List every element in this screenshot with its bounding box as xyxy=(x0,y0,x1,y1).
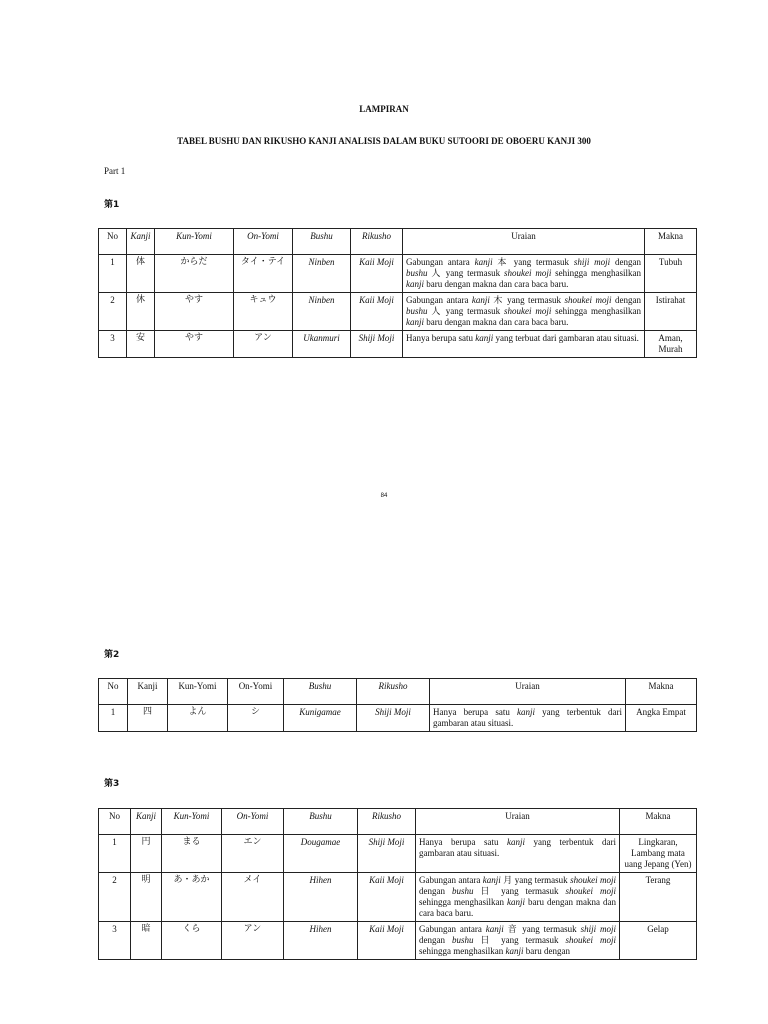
column-header: No xyxy=(99,229,127,255)
uraian-text: bushu xyxy=(451,886,474,896)
uraian-text: bushu xyxy=(406,306,428,316)
uraian-text: Gabungan antara xyxy=(406,295,472,305)
uraian-text: baru dengan makna dan cara baca baru. xyxy=(419,897,616,918)
bushu-cell: Ninben xyxy=(293,255,351,293)
uraian-text: kanji xyxy=(505,946,524,956)
uraian-text: 人 yang termasuk xyxy=(427,306,504,316)
uraian-text: kanji xyxy=(507,837,525,847)
uraian-text: shoukei moji xyxy=(503,306,552,316)
uraian-text: Gabungan antara xyxy=(406,257,475,267)
uraian-text: Gabungan antara xyxy=(419,875,483,885)
uraian-text: Hanya berupa satu xyxy=(433,707,517,717)
column-header: Makna xyxy=(626,679,697,705)
on-yomi-cell: タイ・テイ xyxy=(234,255,293,293)
row-number: 1 xyxy=(99,705,128,732)
rikusho-cell: Shiji Moji xyxy=(357,705,430,732)
uraian-text: kanji xyxy=(474,257,493,267)
uraian-text: kanji xyxy=(406,279,424,289)
uraian-text: sehingga menghasilkan xyxy=(419,946,506,956)
bushu-cell: Hihen xyxy=(284,873,358,922)
uraian-text: yang terbentuk dari gambaran atau situasi. xyxy=(419,837,616,858)
table-header-row xyxy=(99,809,697,835)
document-heading: LAMPIRAN xyxy=(359,104,409,114)
uraian-text: 音 yang termasuk xyxy=(503,924,581,934)
table-body xyxy=(99,679,697,732)
uraian-text: 人 yang termasuk xyxy=(427,268,504,278)
makna-cell: Terang xyxy=(620,873,697,922)
uraian-text: shoukei moji xyxy=(565,935,616,945)
uraian-text: 日 yang termasuk xyxy=(473,935,566,945)
kun-yomi-cell: あ・あか xyxy=(162,873,222,922)
kanji-cell: 円 xyxy=(131,835,162,873)
uraian-text: bushu xyxy=(406,268,428,278)
makna-cell: Aman, Murah xyxy=(645,331,697,358)
makna-cell: Istirahat xyxy=(645,293,697,331)
section-label: 第3 xyxy=(104,779,120,789)
row-number: 1 xyxy=(99,835,131,873)
column-header: No xyxy=(99,679,128,705)
bushu-cell: Hihen xyxy=(284,922,358,960)
table-header-row xyxy=(99,229,697,255)
table-row xyxy=(99,293,697,331)
on-yomi-cell: エン xyxy=(222,835,284,873)
table-row xyxy=(99,331,697,358)
uraian-text: kanji xyxy=(507,897,525,907)
kanji-table-2 xyxy=(98,678,697,732)
row-number: 2 xyxy=(99,293,127,331)
table-row xyxy=(99,835,697,873)
uraian-text: Hanya berupa satu xyxy=(419,837,507,847)
table-row xyxy=(99,873,697,922)
column-header: Kanji xyxy=(131,809,162,835)
bushu-cell: Kunigamae xyxy=(284,705,357,732)
column-header: Kanji xyxy=(127,229,155,255)
uraian-text: sehingga menghasilkan xyxy=(551,268,641,278)
uraian-cell xyxy=(430,705,626,732)
bushu-cell: Ukanmuri xyxy=(293,331,351,358)
uraian-text: shoukei moji xyxy=(503,268,552,278)
kanji-cell: 体 xyxy=(127,255,155,293)
uraian-text: baru dengan makna dan cara baca baru. xyxy=(424,279,569,289)
on-yomi-cell: アン xyxy=(222,922,284,960)
table-row xyxy=(99,705,697,732)
kanji-cell: 暗 xyxy=(131,922,162,960)
kanji-cell: 安 xyxy=(127,331,155,358)
uraian-text: shiji moji xyxy=(580,924,616,934)
rikusho-cell: Kaii Moji xyxy=(358,873,416,922)
uraian-cell xyxy=(416,922,620,960)
kun-yomi-cell: やす xyxy=(155,293,234,331)
rikusho-cell: Kaii Moji xyxy=(351,255,403,293)
uraian-cell xyxy=(416,835,620,873)
column-header: Kanji xyxy=(128,679,168,705)
kanji-cell: 休 xyxy=(127,293,155,331)
row-number: 3 xyxy=(99,331,127,358)
column-header: Uraian xyxy=(416,809,620,835)
column-header: Makna xyxy=(645,229,697,255)
uraian-text: 日 yang termasuk xyxy=(473,886,566,896)
uraian-text: shiji moji xyxy=(573,257,611,267)
uraian-text: 木 yang termasuk xyxy=(489,295,565,305)
page-number: 84 xyxy=(380,493,388,499)
uraian-text: kanji xyxy=(475,333,494,343)
rikusho-cell: Kaii Moji xyxy=(358,922,416,960)
uraian-text: Gabungan antara xyxy=(419,924,486,934)
uraian-cell xyxy=(416,873,620,922)
uraian-text: bushu xyxy=(451,935,474,945)
column-header: Bushu xyxy=(284,809,358,835)
column-header: Bushu xyxy=(284,679,357,705)
uraian-text: 月 yang termasuk xyxy=(500,875,571,885)
uraian-text: kanji xyxy=(471,295,490,305)
kun-yomi-cell: からだ xyxy=(155,255,234,293)
column-header: Kun-Yomi xyxy=(168,679,228,705)
row-number: 1 xyxy=(99,255,127,293)
on-yomi-cell: メイ xyxy=(222,873,284,922)
uraian-text: kanji xyxy=(482,875,501,885)
part-label: Part 1 xyxy=(104,166,126,176)
kun-yomi-cell: くら xyxy=(162,922,222,960)
table-row xyxy=(99,922,697,960)
uraian-text: 本 yang termasuk xyxy=(492,257,574,267)
column-header: Rikusho xyxy=(351,229,403,255)
column-header: On-Yomi xyxy=(228,679,284,705)
table-row xyxy=(99,255,697,293)
uraian-cell xyxy=(403,293,645,331)
column-header: Uraian xyxy=(430,679,626,705)
kanji-table-3 xyxy=(98,808,697,960)
kun-yomi-cell: よん xyxy=(168,705,228,732)
uraian-text: kanji xyxy=(406,317,424,327)
uraian-text: yang terbentuk dari gambaran atau situasi. xyxy=(433,707,622,728)
section-label: 第1 xyxy=(104,200,120,210)
kanji-cell: 四 xyxy=(128,705,168,732)
uraian-cell xyxy=(403,255,645,293)
uraian-text: shoukei moji xyxy=(565,886,616,896)
uraian-text: shoukei moji xyxy=(564,295,612,305)
rikusho-cell: Shiji Moji xyxy=(358,835,416,873)
on-yomi-cell: キュウ xyxy=(234,293,293,331)
uraian-text: yang terbuat dari gambaran atau situasi. xyxy=(493,333,639,343)
column-header: On-Yomi xyxy=(234,229,293,255)
uraian-text: sehingga menghasilkan xyxy=(419,897,507,907)
rikusho-cell: Kaii Moji xyxy=(351,293,403,331)
row-number: 3 xyxy=(99,922,131,960)
bushu-cell: Dougamae xyxy=(284,835,358,873)
column-header: No xyxy=(99,809,131,835)
section-label: 第2 xyxy=(104,650,120,660)
uraian-text: baru dengan makna dan cara baca baru. xyxy=(424,317,569,327)
column-header: Uraian xyxy=(403,229,645,255)
uraian-cell xyxy=(403,331,645,358)
uraian-text: shoukei moji xyxy=(570,875,616,885)
table-body xyxy=(99,229,697,358)
uraian-text: dengan xyxy=(419,886,452,896)
uraian-text: kanji xyxy=(485,924,504,934)
uraian-text: dengan xyxy=(610,257,641,267)
document-subheading: TABEL BUSHU DAN RIKUSHO KANJI ANALISIS DALAM BUKU SUTOORI DE OBOERU KANJI 300 xyxy=(177,136,591,146)
uraian-text: sehingga menghasilkan xyxy=(551,306,641,316)
makna-cell: Gelap xyxy=(620,922,697,960)
on-yomi-cell: シ xyxy=(228,705,284,732)
column-header: Bushu xyxy=(293,229,351,255)
kun-yomi-cell: まる xyxy=(162,835,222,873)
uraian-text: dengan xyxy=(611,295,641,305)
column-header: Makna xyxy=(620,809,697,835)
on-yomi-cell: アン xyxy=(234,331,293,358)
uraian-text: baru dengan xyxy=(523,946,570,956)
column-header: Kun-Yomi xyxy=(155,229,234,255)
column-header: Rikusho xyxy=(357,679,430,705)
column-header: On-Yomi xyxy=(222,809,284,835)
kun-yomi-cell: やす xyxy=(155,331,234,358)
column-header: Kun-Yomi xyxy=(162,809,222,835)
makna-cell: Lingkaran, Lambang mata uang Jepang (Yen) xyxy=(620,835,697,873)
column-header: Rikusho xyxy=(358,809,416,835)
kanji-cell: 明 xyxy=(131,873,162,922)
table-body xyxy=(99,809,697,960)
kanji-table-1 xyxy=(98,228,697,358)
table-header-row xyxy=(99,679,697,705)
makna-cell: Angka Empat xyxy=(626,705,697,732)
uraian-text: Hanya berupa satu xyxy=(406,333,476,343)
bushu-cell: Ninben xyxy=(293,293,351,331)
rikusho-cell: Shiji Moji xyxy=(351,331,403,358)
makna-cell: Tubuh xyxy=(645,255,697,293)
uraian-text: kanji xyxy=(517,707,535,717)
row-number: 2 xyxy=(99,873,131,922)
uraian-text: dengan xyxy=(419,935,452,945)
